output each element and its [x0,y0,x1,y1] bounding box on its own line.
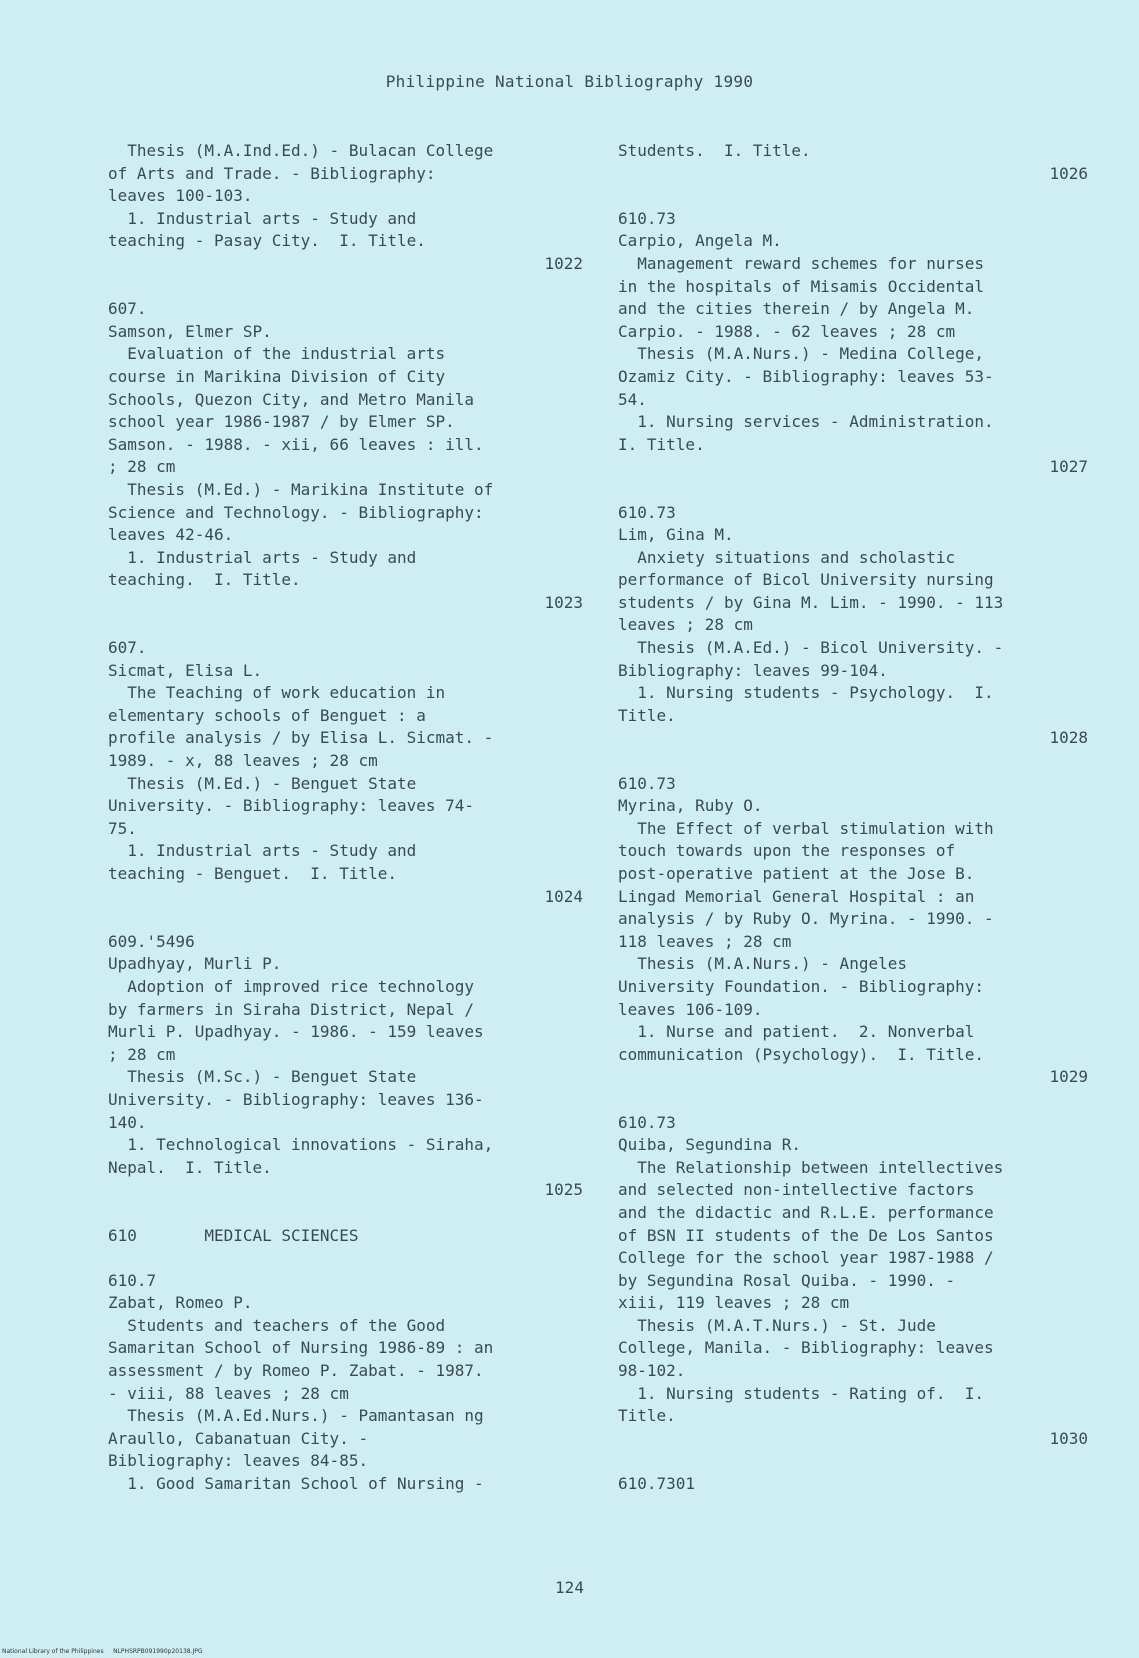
entry-number: 1024 [544,886,583,906]
text-line: Carpio. - 1988. - 62 leaves ; 28 cm [618,321,956,341]
text-line: University Foundation. - Bibliography: [618,976,985,996]
text-line: 1. Nurse and patient. 2. Nonverbal [618,1022,975,1042]
text-line: The Teaching of work education in [108,683,446,703]
spacer [108,614,583,637]
text-line: 607. [108,299,147,319]
text-line: elementary schools of Benguet : a [108,705,426,725]
text-line: Ozamiz City. - Bibliography: leaves 53- [618,366,994,386]
entry-number: 1028 [1049,728,1088,748]
entry-number: 1026 [1049,163,1088,183]
text-line: - viii, 88 leaves ; 28 cm [108,1383,349,1403]
spacer [108,1202,583,1225]
text-line: Adoption of improved rice technology [108,976,475,996]
text-line: Management reward schemes for nurses [618,253,985,273]
text-line: 1. Good Samaritan School of Nursing - [108,1474,484,1494]
text-line: leaves 106-109. [618,999,763,1019]
text-line: communication (Psychology). I. Title. [618,1044,985,1064]
text-line: University. - Bibliography: leaves 74- [108,796,475,816]
text-line: 610.73 [618,773,676,793]
spacer [108,908,583,931]
text-line: teaching - Benguet. I. Title. [108,864,397,883]
text-line: College, Manila. - Bibliography: leaves [618,1338,994,1358]
text-line: Myrina, Ruby O. [618,796,763,816]
entry-number: 1030 [1049,1428,1088,1448]
text-line: 610 MEDICAL SCIENCES [108,1225,359,1245]
text-line: school year 1986-1987 / by Elmer SP. [108,412,455,432]
text-line: post-operative patient at the Jose B. [618,864,975,883]
scan-credit-line: National Library of the Philippines NLPHSRPB091990p20138.JPG [2,1648,203,1655]
text-line: 610.7301 [618,1474,696,1494]
spacer [108,1247,583,1270]
text-line: analysis / by Ruby O. Myrina. - 1990. - [618,909,994,929]
text-line: 610.73 [618,502,676,522]
entry-number: 1022 [544,253,583,273]
text-line: touch towards upon the responses of [618,841,956,861]
text-line: Bibliography: leaves 84-85. [108,1451,369,1471]
text-line: Schools, Quezon City, and Metro Manila [108,389,475,409]
text-line: ; 28 cm [108,457,176,477]
text-line: ; 28 cm [108,1044,176,1064]
text-line: Thesis (M.Ed.) - Marikina Institute of [108,479,494,499]
text-line: The Relationship between intellectives [618,1157,1004,1177]
text-line: Upadhyay, Murli P. [108,954,282,974]
text-line: Samaritan School of Nursing 1986-89 : an [108,1338,494,1358]
text-line: Science and Technology. - Bibliography: [108,502,484,522]
spacer [108,276,583,299]
text-line: Bibliography: leaves 99-104. [618,660,888,680]
spacer [618,750,1088,773]
text-line: Lim, Gina M. [618,525,734,545]
page-number: 124 [555,1578,584,1597]
text-line: by Segundina Rosal Quiba. - 1990. - [618,1270,956,1290]
text-line: students / by Gina M. Lim. - 1990. - 113 [618,592,1004,612]
entry-number: 1027 [1049,457,1088,477]
text-line: assessment / by Romeo P. Zabat. - 1987. [108,1361,484,1381]
text-line: 1. Nursing students - Rating of. I. [618,1383,985,1403]
text-line: leaves 100-103. [108,186,253,206]
text-line: Thesis (M.A.Ed.) - Bicol University. - [618,638,1004,658]
text-line: College for the school year 1987-1988 / [618,1248,994,1268]
text-line: leaves ; 28 cm [618,615,753,635]
text-line: Samson, Elmer SP. [108,321,272,341]
text-line: Thesis (M.A.Nurs.) - Medina College, [618,344,985,364]
text-line: Anxiety situations and scholastic [618,547,956,567]
spacer [618,1089,1088,1112]
text-line: by farmers in Siraha District, Nepal / [108,999,475,1019]
text-line: University. - Bibliography: leaves 136- [108,1089,484,1109]
text-line: in the hospitals of Misamis Occidental [618,276,985,296]
text-line: Students and teachers of the Good [108,1315,446,1335]
spacer [618,479,1088,502]
text-line: leaves 42-46. [108,525,234,545]
text-line: 610.7 [108,1270,157,1290]
running-header: Philippine National Bibliography 1990 [385,72,754,91]
text-line: 1. Nursing services - Administration. [618,412,994,432]
text-line: 118 leaves ; 28 cm [618,931,792,951]
text-line: Title. [618,1406,676,1426]
text-line: Samson. - 1988. - xii, 66 leaves : ill. [108,434,484,454]
text-line: Carpio, Angela M. [618,231,782,251]
text-line: Quiba, Segundina R. [618,1135,802,1155]
text-line: of Arts and Trade. - Bibliography: [108,163,436,183]
text-line: 1. Technological innovations - Siraha, [108,1135,494,1155]
text-line: 1989. - x, 88 leaves ; 28 cm [108,751,378,771]
text-line: teaching. I. Title. [108,570,301,590]
text-line: The Effect of verbal stimulation with [618,818,994,838]
text-line: Students. I. Title. [618,141,811,160]
text-line: xiii, 119 leaves ; 28 cm [618,1293,850,1313]
text-line: Nepal. I. Title. [108,1157,272,1177]
text-line: performance of Bicol University nursing [618,570,994,590]
text-line: Title. [618,705,676,725]
text-line: Thesis (M.A.Nurs.) - Angeles [618,954,907,974]
text-line: teaching - Pasay City. I. Title. [108,231,426,251]
text-line: Sicmat, Elisa L. [108,660,263,680]
text-line: profile analysis / by Elisa L. Sicmat. - [108,728,494,748]
text-line: 610.73 [618,1112,676,1132]
right-column [618,140,1088,1496]
text-line: 609.'5496 [108,931,195,951]
text-line: Thesis (M.A.Ind.Ed.) - Bulacan College [108,141,494,160]
text-line: Araullo, Cabanatuan City. - [108,1428,369,1448]
text-line: Thesis (M.Sc.) - Benguet State [108,1067,417,1087]
text-line: Thesis (M.Ed.) - Benguet State [108,773,417,793]
text-line: Thesis (M.A.Ed.Nurs.) - Pamantasan ng [108,1406,484,1426]
entry-number: 1029 [1049,1067,1088,1087]
entry-number: 1025 [544,1180,583,1200]
text-line: of BSN II students of the De Los Santos [618,1225,994,1245]
text-line: 75. [108,818,137,838]
text-line: Lingad Memorial General Hospital : an [618,886,975,906]
text-line: 1. Industrial arts - Study and [108,547,417,567]
text-line: 1. Nursing students - Psychology. I. [618,683,994,703]
text-line: Evaluation of the industrial arts [108,344,446,364]
text-line: 610.73 [618,208,676,228]
text-line: course in Marikina Division of City [108,366,446,386]
text-line: and the didactic and R.L.E. performance [618,1202,994,1222]
text-line: and the cities therein / by Angela M. [618,299,975,319]
text-line: 98-102. [618,1361,686,1381]
text-line: 1. Industrial arts - Study and [108,841,417,861]
text-line: 54. [618,389,647,409]
spacer [618,185,1088,208]
text-line: Zabat, Romeo P. [108,1293,253,1313]
text-line: 1. Industrial arts - Study and [108,208,417,228]
text-line: I. Title. [618,434,705,454]
text-line: 140. [108,1112,147,1132]
text-line: Murli P. Upadhyay. - 1986. - 159 leaves [108,1022,484,1042]
spacer [618,1450,1088,1473]
text-line: and selected non-intellective factors [618,1180,975,1200]
entry-number: 1023 [544,592,583,612]
text-line: Thesis (M.A.T.Nurs.) - St. Jude [618,1315,936,1335]
text-line: 607. [108,638,147,658]
left-column [108,140,583,1496]
